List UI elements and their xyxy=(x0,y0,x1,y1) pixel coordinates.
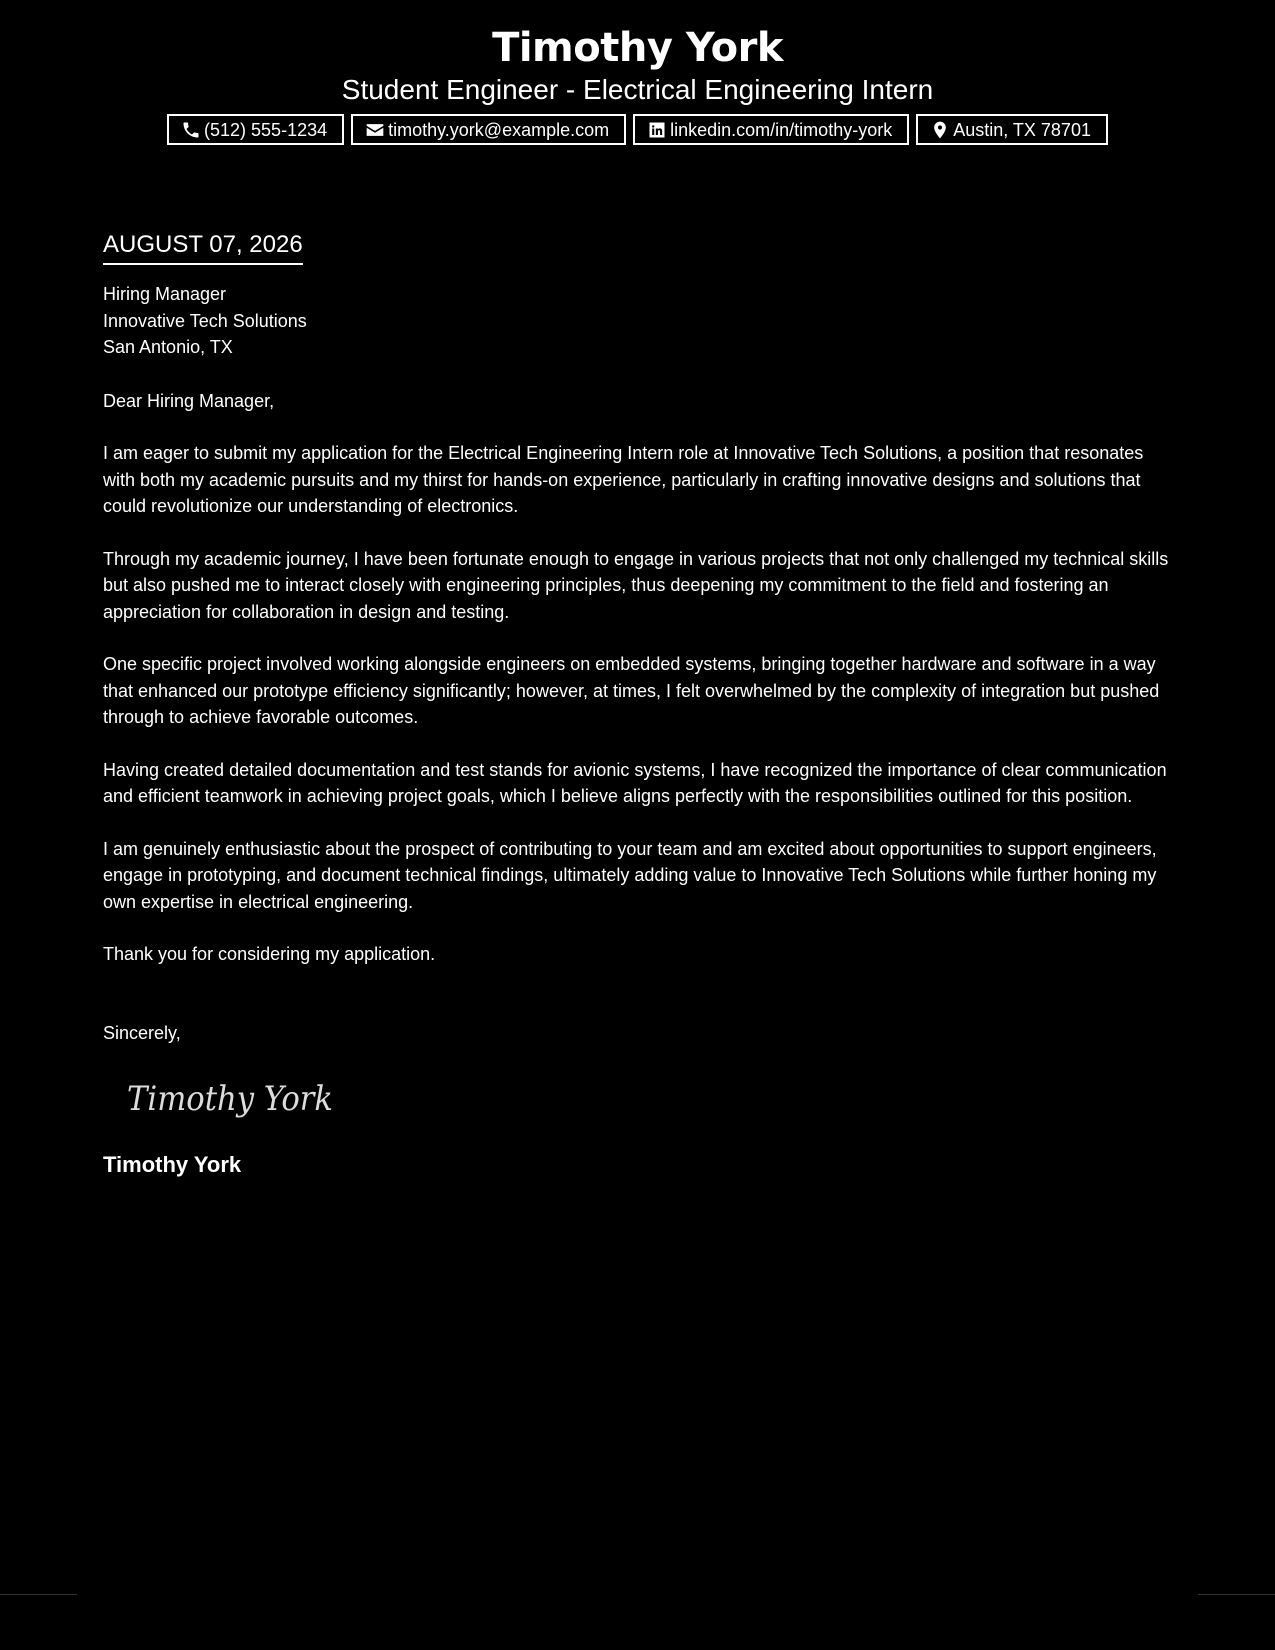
letter-body xyxy=(103,228,1173,1180)
footer-rule-right xyxy=(1198,1594,1275,1595)
salutation: Dear Hiring Manager, xyxy=(103,390,275,411)
map-marker-icon xyxy=(930,120,950,140)
applicant-name: Timothy York xyxy=(492,25,783,71)
body-paragraph: I am genuinely enthusiastic about the prospect of contributing to your team and am excited about opportunities to support engineers, engage in prototyping, and document technical findings, ultimately adding value to Innovative Tech Solutions while further honing my own expertise in electrical engineering. xyxy=(103,838,1157,912)
applicant-title: Student Engineer - Electrical Engineering Intern xyxy=(341,74,934,105)
recipient-company: Innovative Tech Solutions xyxy=(103,310,307,331)
contact-email-text: timothy.york@example.com xyxy=(388,119,610,140)
linkedin-icon xyxy=(647,120,667,140)
contact-bar xyxy=(0,114,1275,145)
recipient-block xyxy=(103,281,1173,361)
footer-rule-left xyxy=(0,1594,77,1595)
letter-date: AUGUST 07, 2026 xyxy=(103,228,303,265)
contact-location[interactable] xyxy=(916,114,1108,145)
contact-linkedin[interactable] xyxy=(633,114,909,145)
contact-location-text: Austin, TX 78701 xyxy=(953,119,1091,140)
contact-linkedin-text: linkedin.com/in/timothy-york xyxy=(670,119,893,140)
body-paragraph: Having created detailed documentation and test stands for avionic systems, I have recognized the importance of clear communication and efficient teamwork in achieving project goals, which I believe aligns perfectly with the responsibilities outlined for this position. xyxy=(103,759,1167,806)
signer-name: Timothy York xyxy=(103,1151,242,1177)
envelope-icon xyxy=(365,120,385,140)
thank-you-line: Thank you for considering my application. xyxy=(103,944,436,964)
contact-phone-text: (512) 555-1234 xyxy=(204,119,328,140)
handwritten-signature xyxy=(125,1070,365,1130)
contact-phone[interactable] xyxy=(167,114,344,145)
body-paragraph: Through my academic journey, I have been fortunate enough to engage in various projects that not only challenged my technical skills but also pushed me to interact closely with engineering principles, thus deepening my commitment to the field and fostering an appreciation for collaboration in design and testing. xyxy=(103,548,1169,622)
closing: Sincerely, xyxy=(103,1022,181,1043)
svg-text:Timothy York: Timothy York xyxy=(127,1079,333,1119)
phone-icon xyxy=(181,120,201,140)
recipient-name: Hiring Manager xyxy=(103,284,227,304)
contact-email[interactable] xyxy=(351,114,626,145)
body-paragraph: One specific project involved working alongside engineers on embedded systems, bringing together hardware and software in a way that enhanced our prototype efficiency significantly; however, at times, I felt overwhelmed by the complexity of integration but pushed through to achieve favorable outcomes. xyxy=(103,654,1160,727)
recipient-location: San Antonio, TX xyxy=(103,337,233,357)
body-paragraph: I am eager to submit my application for the Electrical Engineering Intern role at Innovative Tech Solutions, a position that resonates with both my academic pursuits and my thirst for hands-on experience, particularly in crafting innovative designs and solutions that could revolutionize our understanding of electronics. xyxy=(103,443,1144,516)
letter-header xyxy=(0,22,1275,145)
